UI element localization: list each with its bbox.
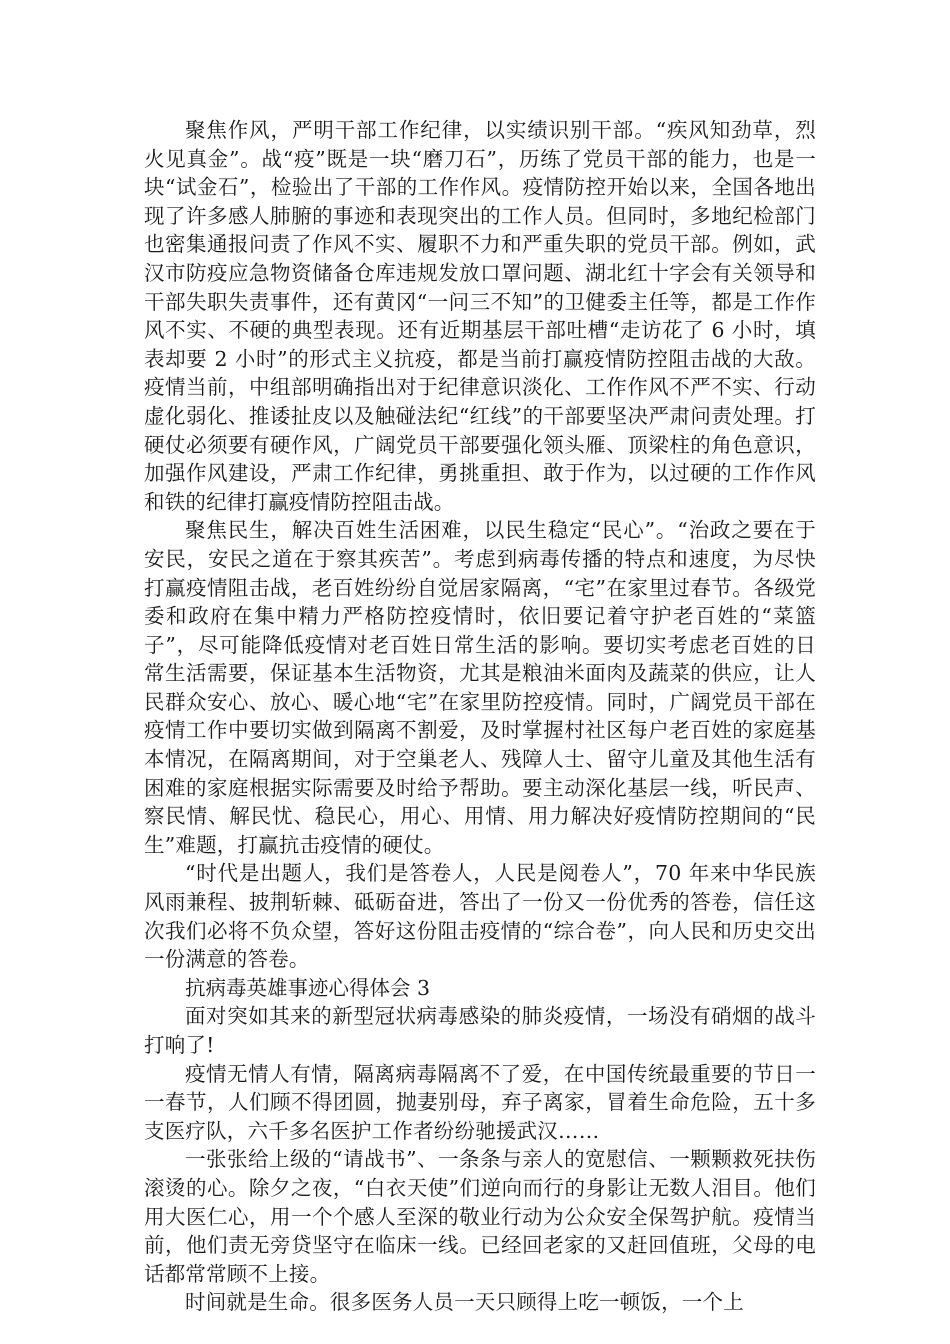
paragraph-livelihood: 聚焦民生，解决百姓生活困难，以民生稳定“民心”。“治政之要在于安民，安民之道在于察其疾苦”。考虑到病毒传播的特点和速度，为尽快打赢疫情阻击战，老百姓纷纷自觉居家隔离，“宅”在家里过春节。各级党委和政府在集中精力严格防控疫情时，依旧要记着守护老百姓的“菜篮子”，尽可能降低疫情对老百姓日常生活的影响。要切实考虑老百姓的日常生活需要，保证基本生活物资，尤其是粮油米面肉及蔬菜的供应，让人民群众安心、放心、暖心地“宅”在家里防控疫情。同时，广阔党员干部在疫情工作中要切实做到隔离不割爱，及时掌握村社区每户老百姓的家庭基本情况，在隔离期间，对于空巢老人、残障人士、留守儿童及其他生活有困难的家庭根据实际需要及时给予帮助。要主动深化基层一线，听民声、察民情、解民忧、稳民心，用心、用情、用力解决好疫情防控期间的“民生”难题，打赢抗击疫情的硬仗。 [144,518,816,857]
paragraph-time-is-life: 时间就是生命。很多医务人员一天只顾得上吃一顿饭，一个上 [185,1290,744,1315]
document-page [144,116,816,1317]
paragraph-compassion: 疫情无情人有情，隔离病毒隔离不了爱，在中国传统最重要的节日一一春节，人们顾不得团圆，抛妻别母，弃子离家，冒着生命危险，五十多支医疗队，六千多名医护工作者纷纷驰援武汉…… [144,1061,816,1143]
paragraph-conduct: 聚焦作风，严明干部工作纪律，以实绩识别干部。“疾风知劲草，烈火见真金”。战“疫”既是一块“磨刀石”，历练了党员干部的能力，也是一块“试金石”，检验出了干部的工作作风。疫情防控开始以来，全国各地出现了许多感人肺腑的事迹和表现突出的工作人员。但同时，多地纪检部门也密集通报问责了作风不实、履职不力和严重失职的党员干部。例如，武汉市防疫应急物资储备仓库违规发放口罩问题、湖北红十字会有关领导和干部失职失责事件，还有黄冈“一问三不知”的卫健委主任等，都是工作作风不实、不硬的典型表现。还有近期基层干部吐槽“走访花了 6 小时，填表却要 2 小时”的形式主义抗疫，都是当前打赢疫情防控阻击战的大敌。疫情当前，中组部明确指出对于纪律意识淡化、工作作风不严不实、行动虚化弱化、推诿扯皮以及触碰法纪“红线”的干部要坚决严肃问责处理。打硬仗必须要有硬作风，广阔党员干部要强化领头雁、顶梁柱的角色意识，加强作风建设，严肃工作纪律，勇挑重担、敢于作为，以过硬的工作作风和铁的纪律打赢疫情防控阻击战。 [144,118,816,514]
paragraph-battle: 面对突如其来的新型冠状病毒感染的肺炎疫情，一场没有硝烟的战斗打响了! [144,1004,816,1057]
paragraph-answer-sheet: “时代是出题人，我们是答卷人，人民是阅卷人”，70 年来中华民族风雨兼程、披荆斩棘、砥砺奋进，答出了一份又一份优秀的答卷，信任这次我们必将不负众望，答好这份阻击疫情的“综合卷”，向人民和历史交出一份满意的答卷。 [144,861,816,972]
section-heading: 抗病毒英雄事迹心得体会 3 [185,975,431,1000]
paragraph-angels: 一张张给上级的“请战书”、一条条与亲人的宽慰信、一颗颗救死扶伤滚烫的心。除夕之夜，“白衣天使”们逆向而行的身影让无数人泪目。他们用大医仁心，用一个个感人至深的敬业行动为公众安全保驾护航。疫情当前，他们责无旁贷坚守在临床一线。已经回老家的又赶回值班，父母的电话都常常顾不上接。 [144,1147,816,1286]
